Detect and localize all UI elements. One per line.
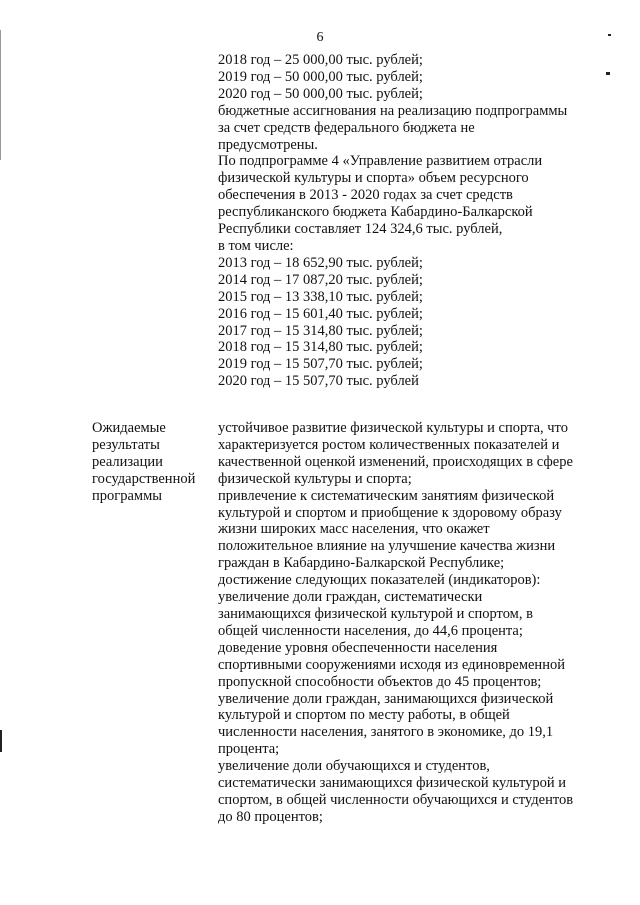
text-line: физической культуры и спорта» объем ресурсного (218, 170, 529, 187)
text-line: 2020 год – 50 000,00 тыс. рублей; (218, 85, 423, 102)
scan-edge-mark (0, 730, 2, 752)
text-line: граждан в Кабардино-Балкарской Республике; (218, 555, 505, 572)
text-line: численности населения, занятого в экономике, до 19,1 (218, 724, 554, 741)
text-line: увеличение доли граждан, занимающихся физической (218, 690, 554, 707)
expected-results-label (92, 420, 195, 505)
text-line: 2015 год – 13 338,10 тыс. рублей; (218, 288, 423, 305)
scan-speck-mark (606, 72, 610, 75)
text-line: общей численности населения, до 44,6 процента; (218, 622, 523, 639)
text-line: бюджетные ассигнования на реализацию подпрограммы (218, 102, 568, 119)
funding-continuation-text (218, 52, 567, 390)
label-line: реализации (92, 453, 163, 470)
text-line: достижение следующих показателей (индикаторов): (218, 572, 541, 589)
text-line: 2019 год – 50 000,00 тыс. рублей; (218, 68, 423, 85)
text-line: 2020 год – 15 507,70 тыс. рублей (218, 373, 419, 390)
text-line: культурой и спортом и приобщение к здоровому образу (218, 504, 562, 521)
text-line: занимающихся физической культурой и спортом, в (218, 605, 533, 622)
text-line: характеризуется ростом количественных показателей и (218, 436, 560, 453)
text-line: до 80 процентов; (218, 808, 323, 825)
text-line: культурой и спортом по месту работы, в общей (218, 707, 510, 724)
text-line: устойчивое развитие физической культуры и спорта, что (218, 420, 568, 436)
text-line: за счет средств федерального бюджета не (218, 119, 475, 136)
scan-edge-mark (0, 30, 1, 160)
text-line: спортом, в общей численности обучающихся и студентов (218, 791, 574, 808)
text-line: По подпрограмме 4 «Управление развитием отрасли (218, 153, 543, 170)
text-line: процента; (218, 741, 280, 758)
page-number: 6 (316, 30, 324, 45)
text-line: 2018 год – 15 314,80 тыс. рублей; (218, 339, 423, 356)
text-line: обеспечения в 2013 - 2020 годах за счет средств (218, 187, 513, 204)
text-line: в том числе: (218, 237, 294, 254)
label-line: Ожидаемые (92, 420, 166, 436)
text-line: предусмотрены. (218, 136, 318, 153)
text-line: привлечение к систематическим занятиям физической (218, 487, 555, 504)
scan-speck-mark (608, 34, 611, 36)
text-line: физической культуры и спорта; (218, 470, 412, 487)
text-line: увеличение доли обучающихся и студентов, (218, 758, 490, 775)
text-line: жизни широких масс населения, что окажет (218, 521, 490, 538)
text-line: 2019 год – 15 507,70 тыс. рублей; (218, 356, 423, 373)
label-line: результаты (92, 436, 160, 453)
text-line: положительное влияние на улучшение качества жизни (218, 538, 556, 555)
text-line: 2018 год – 25 000,00 тыс. рублей; (218, 52, 423, 68)
text-line: 2016 год – 15 601,40 тыс. рублей; (218, 305, 423, 322)
text-line: 2017 год – 15 314,80 тыс. рублей; (218, 322, 423, 339)
text-line: доведение уровня обеспеченности населения (218, 639, 498, 656)
label-line: программы (92, 487, 162, 504)
text-line: 2013 год – 18 652,90 тыс. рублей; (218, 254, 423, 271)
text-line: спортивными сооружениями исходя из единовременной (218, 656, 565, 673)
text-line: 2014 год – 17 087,20 тыс. рублей; (218, 271, 423, 288)
text-line: качественной оценкой изменений, происходящих в сфере (218, 453, 573, 470)
text-line: систематически занимающихся физической культурой и (218, 775, 567, 792)
text-line: республиканского бюджета Кабардино-Балкарской (218, 204, 533, 221)
expected-results-text (218, 420, 573, 826)
text-line: пропускной способности объектов до 45 процентов; (218, 673, 542, 690)
text-line: увеличение доли граждан, систематически (218, 589, 483, 606)
label-line: государственной (92, 470, 196, 487)
text-line: Республики составляет 124 324,6 тыс. рублей, (218, 221, 503, 238)
